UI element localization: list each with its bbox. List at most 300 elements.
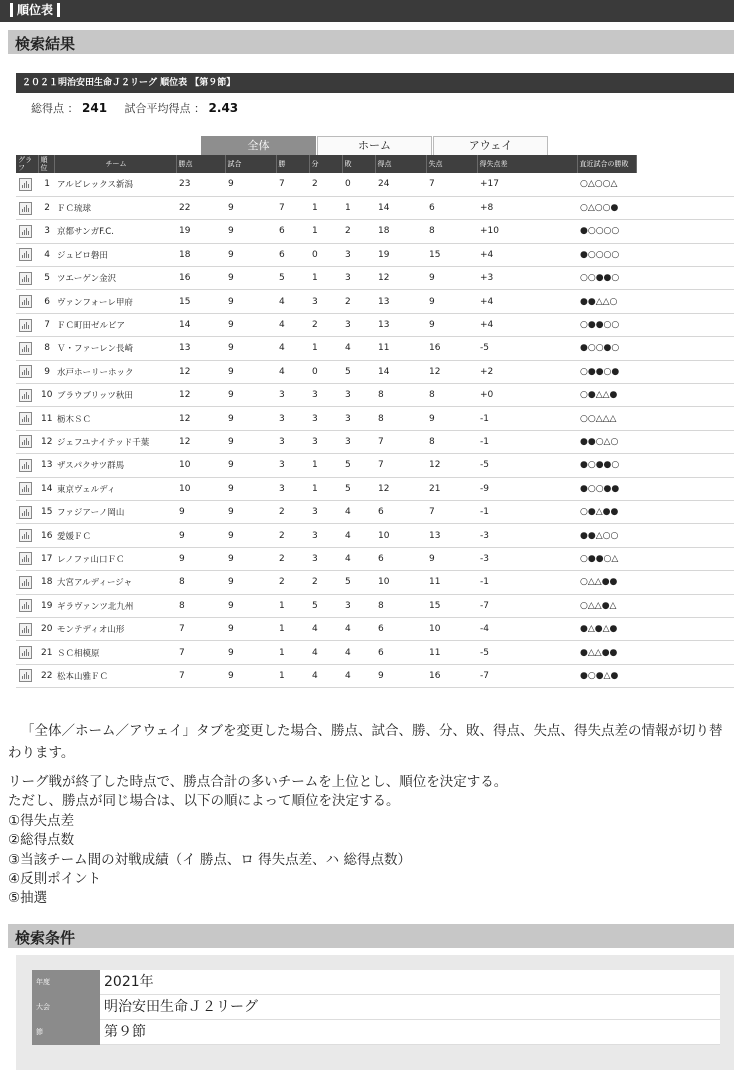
- goals-against-cell: 16: [426, 664, 477, 687]
- team-cell: 栃木ＳＣ: [54, 407, 176, 430]
- rank-cell: 21: [38, 641, 54, 664]
- goal-diff-cell: +0: [477, 384, 577, 407]
- table-row: [16, 173, 734, 196]
- goals-for-cell: 14: [375, 360, 426, 383]
- losses-cell: 3: [342, 407, 375, 430]
- games-cell: 9: [225, 641, 276, 664]
- graph-icon[interactable]: [19, 272, 32, 285]
- condition-row-section: [32, 1020, 720, 1045]
- goals-for-cell: 10: [375, 524, 426, 547]
- rank-cell: 9: [38, 360, 54, 383]
- table-row: [16, 477, 734, 500]
- draws-cell: 2: [309, 173, 342, 196]
- goals-against-cell: 9: [426, 290, 477, 313]
- tab-overall[interactable]: 全体: [201, 136, 316, 155]
- wins-cell: 7: [276, 173, 309, 196]
- graph-icon[interactable]: [19, 506, 32, 519]
- col-header-draws: 分: [309, 155, 342, 173]
- spacer-cell: [636, 547, 734, 570]
- score-summary: [31, 100, 238, 116]
- spacer-cell: [636, 384, 734, 407]
- graph-cell: [16, 571, 38, 594]
- draws-cell: 1: [309, 454, 342, 477]
- spacer-cell: [636, 220, 734, 243]
- team-cell: ＦＣ琉球: [54, 196, 176, 219]
- points-cell: 18: [176, 243, 225, 266]
- spacer-cell: [636, 594, 734, 617]
- col-header-recent: 直近試合の勝敗: [577, 155, 636, 173]
- team-cell: ヴァンフォーレ甲府: [54, 290, 176, 313]
- team-cell: 京都サンガF.C.: [54, 220, 176, 243]
- losses-cell: 4: [342, 617, 375, 640]
- recent-results-cell: ●●△△○: [577, 290, 636, 313]
- wins-cell: 3: [276, 454, 309, 477]
- table-row: [16, 290, 734, 313]
- draws-cell: 0: [309, 360, 342, 383]
- rule-line: ④反則ポイント: [8, 871, 102, 888]
- results-section-header: [8, 30, 734, 54]
- goals-against-cell: 12: [426, 360, 477, 383]
- wins-cell: 3: [276, 384, 309, 407]
- graph-cell: [16, 384, 38, 407]
- wins-cell: 1: [276, 617, 309, 640]
- rank-cell: 11: [38, 407, 54, 430]
- graph-cell: [16, 220, 38, 243]
- recent-results-cell: ○△△●△: [577, 594, 636, 617]
- graph-icon[interactable]: [19, 435, 32, 448]
- rank-cell: 16: [38, 524, 54, 547]
- losses-cell: 2: [342, 220, 375, 243]
- graph-icon[interactable]: [19, 623, 32, 636]
- spacer-cell: [636, 313, 734, 336]
- condition-label: 節: [32, 1020, 100, 1045]
- total-goals-label: 総得点 ：: [31, 102, 79, 115]
- wins-cell: 4: [276, 360, 309, 383]
- graph-cell: [16, 360, 38, 383]
- points-cell: 13: [176, 337, 225, 360]
- points-cell: 12: [176, 430, 225, 453]
- goal-diff-cell: +17: [477, 173, 577, 196]
- losses-cell: 3: [342, 313, 375, 336]
- rank-cell: 4: [38, 243, 54, 266]
- graph-cell: [16, 407, 38, 430]
- goals-for-cell: 14: [375, 196, 426, 219]
- recent-results-cell: ●△●△●: [577, 617, 636, 640]
- recent-results-cell: ○●●○○: [577, 313, 636, 336]
- graph-icon[interactable]: [19, 248, 32, 261]
- points-cell: 7: [176, 641, 225, 664]
- ranking-rules: [8, 773, 734, 909]
- losses-cell: 1: [342, 196, 375, 219]
- recent-results-cell: ●○○○○: [577, 220, 636, 243]
- condition-value: 第９節: [100, 1020, 720, 1045]
- spacer-cell: [636, 360, 734, 383]
- rule-line: ただし、勝点が同じ場合は、以下の順によって順位を決定する。: [8, 793, 400, 810]
- goals-for-cell: 8: [375, 594, 426, 617]
- graph-cell: [16, 196, 38, 219]
- tab-away[interactable]: アウェイ: [433, 136, 548, 155]
- graph-cell: [16, 337, 38, 360]
- spacer-cell: [636, 290, 734, 313]
- wins-cell: 4: [276, 337, 309, 360]
- table-row: [16, 243, 734, 266]
- rank-cell: 14: [38, 477, 54, 500]
- spacer-cell: [636, 571, 734, 594]
- losses-cell: 4: [342, 500, 375, 523]
- recent-results-cell: ○△○○●: [577, 196, 636, 219]
- goals-for-cell: 12: [375, 477, 426, 500]
- table-row: [16, 384, 734, 407]
- games-cell: 9: [225, 477, 276, 500]
- rank-cell: 22: [38, 664, 54, 687]
- points-cell: 8: [176, 571, 225, 594]
- losses-cell: 2: [342, 290, 375, 313]
- goal-diff-cell: -5: [477, 337, 577, 360]
- condition-row-year: [32, 970, 720, 995]
- draws-cell: 3: [309, 384, 342, 407]
- col-header-losses: 敗: [342, 155, 375, 173]
- col-header-goals-against: 失点: [426, 155, 477, 173]
- team-cell: Ｖ・ファーレン長崎: [54, 337, 176, 360]
- wins-cell: 6: [276, 243, 309, 266]
- games-cell: 9: [225, 594, 276, 617]
- rule-line: ③当該チーム間の対戦成績（イ 勝点、ロ 得失点差、ハ 総得点数）: [8, 851, 411, 868]
- wins-cell: 6: [276, 220, 309, 243]
- points-cell: 12: [176, 384, 225, 407]
- table-row: [16, 500, 734, 523]
- draws-cell: 1: [309, 220, 342, 243]
- points-cell: 12: [176, 360, 225, 383]
- rank-cell: 19: [38, 594, 54, 617]
- spacer-cell: [636, 243, 734, 266]
- losses-cell: 3: [342, 430, 375, 453]
- wins-cell: 2: [276, 500, 309, 523]
- condition-value: 明治安田生命Ｊ２リーグ: [100, 995, 720, 1020]
- points-cell: 10: [176, 477, 225, 500]
- goals-against-cell: 21: [426, 477, 477, 500]
- graph-icon[interactable]: [19, 599, 32, 612]
- losses-cell: 4: [342, 664, 375, 687]
- games-cell: 9: [225, 547, 276, 570]
- team-cell: ジェフユナイテッド千葉: [54, 430, 176, 453]
- graph-cell: [16, 313, 38, 336]
- goal-diff-cell: +4: [477, 313, 577, 336]
- goals-for-cell: 6: [375, 500, 426, 523]
- table-row: [16, 547, 734, 570]
- wins-cell: 2: [276, 524, 309, 547]
- goals-for-cell: 11: [375, 337, 426, 360]
- recent-results-cell: ○●●○●: [577, 360, 636, 383]
- recent-results-cell: ●○●●○: [577, 454, 636, 477]
- graph-icon[interactable]: [19, 529, 32, 542]
- rule-line: ②総得点数: [8, 832, 75, 849]
- goal-diff-cell: -5: [477, 454, 577, 477]
- graph-icon[interactable]: [19, 202, 32, 215]
- points-cell: 19: [176, 220, 225, 243]
- col-header-spacer: [636, 155, 734, 173]
- goal-diff-cell: +2: [477, 360, 577, 383]
- draws-cell: 3: [309, 407, 342, 430]
- games-cell: 9: [225, 313, 276, 336]
- wins-cell: 2: [276, 571, 309, 594]
- rank-cell: 17: [38, 547, 54, 570]
- draws-cell: 3: [309, 430, 342, 453]
- graph-icon[interactable]: [19, 295, 32, 308]
- goals-against-cell: 13: [426, 524, 477, 547]
- games-cell: 9: [225, 571, 276, 594]
- goals-for-cell: 7: [375, 430, 426, 453]
- total-goals-value: 241: [82, 101, 108, 115]
- points-cell: 15: [176, 290, 225, 313]
- team-cell: アルビレックス新潟: [54, 173, 176, 196]
- goals-for-cell: 8: [375, 384, 426, 407]
- games-cell: 9: [225, 337, 276, 360]
- goals-against-cell: 8: [426, 430, 477, 453]
- draws-cell: 4: [309, 617, 342, 640]
- games-cell: 9: [225, 664, 276, 687]
- spacer-cell: [636, 477, 734, 500]
- spacer-cell: [636, 454, 734, 477]
- draws-cell: 3: [309, 524, 342, 547]
- games-cell: 9: [225, 524, 276, 547]
- goals-against-cell: 12: [426, 454, 477, 477]
- graph-cell: [16, 267, 38, 290]
- games-cell: 9: [225, 384, 276, 407]
- spacer-cell: [636, 500, 734, 523]
- goal-diff-cell: -7: [477, 594, 577, 617]
- goals-against-cell: 11: [426, 571, 477, 594]
- graph-icon[interactable]: [19, 225, 32, 238]
- table-row: [16, 360, 734, 383]
- goals-for-cell: 10: [375, 571, 426, 594]
- rank-cell: 18: [38, 571, 54, 594]
- games-cell: 9: [225, 360, 276, 383]
- goals-for-cell: 6: [375, 617, 426, 640]
- goals-for-cell: 7: [375, 454, 426, 477]
- tab-home[interactable]: ホーム: [317, 136, 432, 155]
- col-header-wins: 勝: [276, 155, 309, 173]
- condition-row-competition: [32, 995, 720, 1020]
- conditions-section-title: 検索条件: [15, 929, 76, 947]
- spacer-cell: [636, 407, 734, 430]
- wins-cell: 1: [276, 664, 309, 687]
- losses-cell: 4: [342, 524, 375, 547]
- graph-icon[interactable]: [19, 178, 32, 191]
- rank-cell: 2: [38, 196, 54, 219]
- standings-table: [16, 155, 734, 688]
- games-cell: 9: [225, 173, 276, 196]
- spacer-cell: [636, 430, 734, 453]
- draws-cell: 1: [309, 267, 342, 290]
- rank-cell: 12: [38, 430, 54, 453]
- goals-against-cell: 11: [426, 641, 477, 664]
- recent-results-cell: ○●△△●: [577, 384, 636, 407]
- losses-cell: 5: [342, 454, 375, 477]
- condition-label: 年度: [32, 970, 100, 995]
- graph-icon[interactable]: [19, 646, 32, 659]
- recent-results-cell: ●○●△●: [577, 664, 636, 687]
- rank-cell: 3: [38, 220, 54, 243]
- draws-cell: 1: [309, 196, 342, 219]
- goals-against-cell: 16: [426, 337, 477, 360]
- team-cell: レノファ山口ＦＣ: [54, 547, 176, 570]
- games-cell: 9: [225, 290, 276, 313]
- team-cell: ツエーゲン金沢: [54, 267, 176, 290]
- rank-cell: 10: [38, 384, 54, 407]
- goals-against-cell: 10: [426, 617, 477, 640]
- goals-against-cell: 7: [426, 500, 477, 523]
- results-section-title: 検索結果: [15, 35, 76, 53]
- wins-cell: 3: [276, 407, 309, 430]
- graph-cell: [16, 454, 38, 477]
- draws-cell: 1: [309, 477, 342, 500]
- games-cell: 9: [225, 407, 276, 430]
- wins-cell: 5: [276, 267, 309, 290]
- goals-against-cell: 9: [426, 547, 477, 570]
- col-header-points: 勝点: [176, 155, 225, 173]
- team-cell: ジュビロ磐田: [54, 243, 176, 266]
- points-cell: 10: [176, 454, 225, 477]
- points-cell: 7: [176, 617, 225, 640]
- losses-cell: 5: [342, 571, 375, 594]
- points-cell: 16: [176, 267, 225, 290]
- draws-cell: 2: [309, 571, 342, 594]
- recent-results-cell: ○△△●●: [577, 571, 636, 594]
- games-cell: 9: [225, 220, 276, 243]
- goal-diff-cell: -1: [477, 430, 577, 453]
- wins-cell: 2: [276, 547, 309, 570]
- losses-cell: 3: [342, 594, 375, 617]
- graph-cell: [16, 290, 38, 313]
- graph-cell: [16, 524, 38, 547]
- team-cell: ＦＣ町田ゼルビア: [54, 313, 176, 336]
- col-header-graph: グラフ: [16, 155, 38, 173]
- rank-cell: 6: [38, 290, 54, 313]
- team-cell: ギラヴァンツ北九州: [54, 594, 176, 617]
- goal-diff-cell: -7: [477, 664, 577, 687]
- graph-cell: [16, 641, 38, 664]
- graph-icon[interactable]: [19, 342, 32, 355]
- recent-results-cell: ●○○○○: [577, 243, 636, 266]
- games-cell: 9: [225, 617, 276, 640]
- draws-cell: 2: [309, 313, 342, 336]
- goals-against-cell: 9: [426, 313, 477, 336]
- recent-results-cell: ●△△●●: [577, 641, 636, 664]
- rank-cell: 7: [38, 313, 54, 336]
- team-cell: 水戸ホーリーホック: [54, 360, 176, 383]
- points-cell: 8: [176, 594, 225, 617]
- graph-icon[interactable]: [19, 389, 32, 402]
- goals-for-cell: 18: [375, 220, 426, 243]
- rule-line: ①得失点差: [8, 812, 75, 829]
- col-header-goals-for: 得点: [375, 155, 426, 173]
- graph-icon[interactable]: [19, 576, 32, 589]
- wins-cell: 1: [276, 641, 309, 664]
- games-cell: 9: [225, 243, 276, 266]
- graph-icon[interactable]: [19, 365, 32, 378]
- table-header-row: [16, 155, 734, 173]
- games-cell: 9: [225, 430, 276, 453]
- losses-cell: 3: [342, 384, 375, 407]
- table-row: [16, 571, 734, 594]
- table-row: [16, 617, 734, 640]
- goals-for-cell: 13: [375, 290, 426, 313]
- goals-against-cell: 9: [426, 407, 477, 430]
- team-cell: ザスパクサツ群馬: [54, 454, 176, 477]
- table-row: [16, 524, 734, 547]
- recent-results-cell: ○○△△△: [577, 407, 636, 430]
- goals-for-cell: 19: [375, 243, 426, 266]
- team-cell: ＳＣ相模原: [54, 641, 176, 664]
- table-row: [16, 641, 734, 664]
- goal-diff-cell: -3: [477, 547, 577, 570]
- goals-for-cell: 6: [375, 641, 426, 664]
- wins-cell: 4: [276, 290, 309, 313]
- rank-cell: 13: [38, 454, 54, 477]
- recent-results-cell: ○●△●●: [577, 500, 636, 523]
- graph-cell: [16, 477, 38, 500]
- team-cell: ファジアーノ岡山: [54, 500, 176, 523]
- draws-cell: 3: [309, 290, 342, 313]
- goal-diff-cell: -1: [477, 500, 577, 523]
- recent-results-cell: ○△○○△: [577, 173, 636, 196]
- points-cell: 7: [176, 664, 225, 687]
- graph-icon[interactable]: [19, 482, 32, 495]
- losses-cell: 5: [342, 477, 375, 500]
- table-row: [16, 430, 734, 453]
- wins-cell: 4: [276, 313, 309, 336]
- goal-diff-cell: +4: [477, 290, 577, 313]
- avg-goals-value: 2.43: [208, 101, 239, 115]
- table-row: [16, 454, 734, 477]
- goal-diff-cell: -1: [477, 407, 577, 430]
- goal-diff-cell: -4: [477, 617, 577, 640]
- graph-icon[interactable]: [19, 459, 32, 472]
- table-row: [16, 664, 734, 687]
- draws-cell: 4: [309, 664, 342, 687]
- condition-label: 大会: [32, 995, 100, 1020]
- points-cell: 9: [176, 500, 225, 523]
- conditions-section-header: [8, 924, 734, 948]
- team-cell: モンテディオ山形: [54, 617, 176, 640]
- goal-diff-cell: +10: [477, 220, 577, 243]
- graph-cell: [16, 594, 38, 617]
- goals-against-cell: 9: [426, 267, 477, 290]
- goal-diff-cell: -3: [477, 524, 577, 547]
- graph-cell: [16, 500, 38, 523]
- draws-cell: 3: [309, 547, 342, 570]
- graph-cell: [16, 664, 38, 687]
- graph-icon[interactable]: [19, 319, 32, 332]
- losses-cell: 4: [342, 641, 375, 664]
- draws-cell: 5: [309, 594, 342, 617]
- graph-cell: [16, 430, 38, 453]
- team-cell: 松本山雅ＦＣ: [54, 664, 176, 687]
- graph-icon[interactable]: [19, 669, 32, 682]
- goals-for-cell: 9: [375, 664, 426, 687]
- graph-icon[interactable]: [19, 552, 32, 565]
- goals-for-cell: 12: [375, 267, 426, 290]
- col-header-games: 試合: [225, 155, 276, 173]
- team-cell: 東京ヴェルディ: [54, 477, 176, 500]
- wins-cell: 3: [276, 430, 309, 453]
- team-cell: 大宮アルディージャ: [54, 571, 176, 594]
- graph-icon[interactable]: [19, 412, 32, 425]
- rank-cell: 5: [38, 267, 54, 290]
- rule-line: ⑤抽選: [8, 890, 48, 907]
- draws-cell: 3: [309, 500, 342, 523]
- table-row: [16, 313, 734, 336]
